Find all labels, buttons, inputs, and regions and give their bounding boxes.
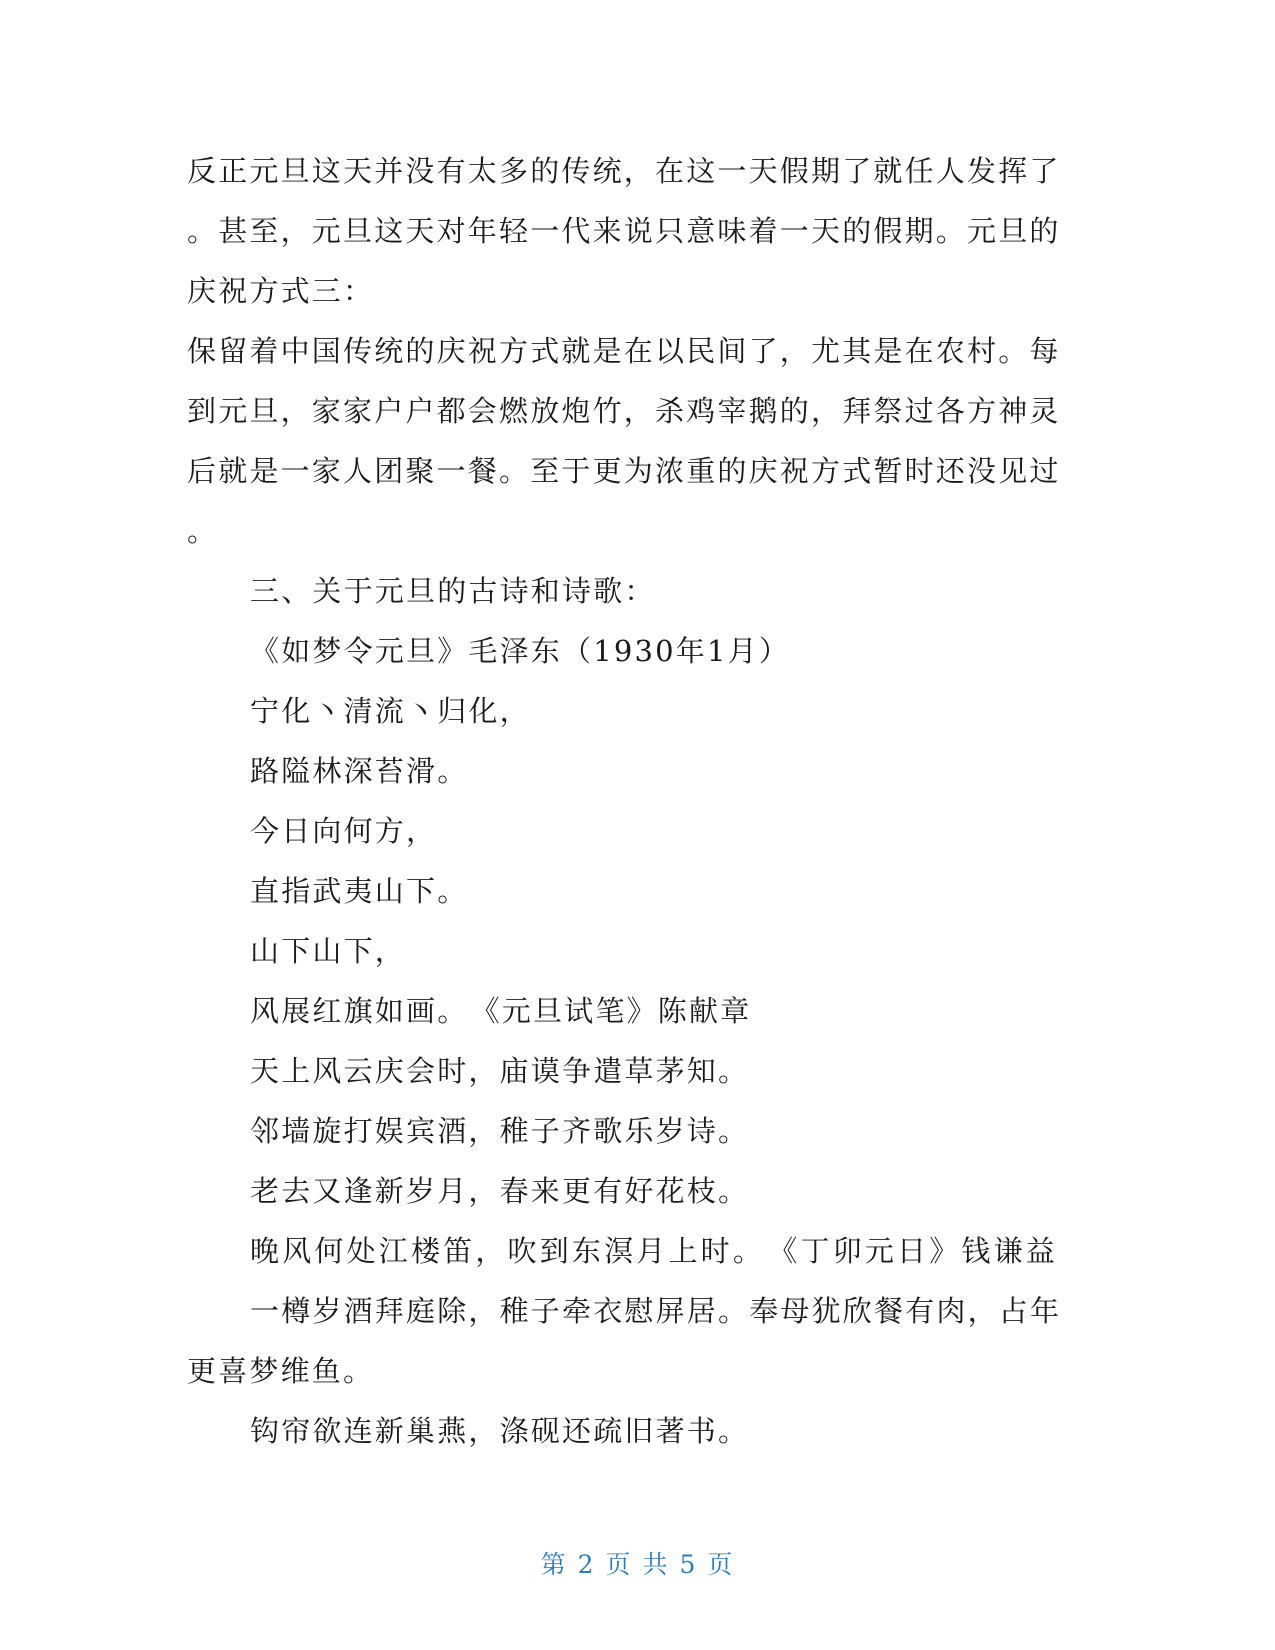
poem-line: 天上风云庆会时，庙谟争遣草茅知。: [250, 1054, 750, 1088]
poem-line: 晚风何处江楼笛，吹到东溟月上时。 《丁卯元日》钱谦益: [250, 1234, 1057, 1268]
footer-prefix: 第: [540, 1550, 568, 1579]
section-heading: 三、关于元旦的古诗和诗歌：: [250, 574, 656, 608]
poem-line: 钩帘欲连新巢燕，涤砚还疏旧著书。: [250, 1414, 750, 1448]
total-page-number: 5: [679, 1550, 698, 1579]
poem-line: 路隘林深苔滑。: [250, 754, 469, 788]
paragraph-line: 到元旦，家家户户都会燃放炮竹，杀鸡宰鹅的，拜祭过各方神灵: [187, 394, 1061, 428]
poem-title: 《如梦令元旦》毛泽东（1930年1月）: [250, 634, 791, 668]
poem-line: 一樽岁酒拜庭除，稚子牵衣慰屏居。奉母犹欣餐有肉，占年: [250, 1294, 1062, 1328]
poem-line: 老去又逢新岁月，春来更有好花枝。: [250, 1174, 750, 1208]
poem-line: 邻墙旋打娱宾酒，稚子齐歌乐岁诗。: [250, 1114, 750, 1148]
footer-middle: 页 共: [605, 1550, 670, 1579]
poem-line: 风展红旗如画。 《元旦试笔》陈献章: [250, 994, 752, 1028]
poem-line: 今日向何方，: [250, 814, 438, 848]
paragraph-line: 后就是一家人团聚一餐。至于更为浓重的庆祝方式暂时还没见过: [187, 454, 1061, 488]
paragraph-line: 反正元旦这天并没有太多的传统，在这一天假期了就任人发挥了: [187, 154, 1061, 188]
paragraph-line: 。: [187, 514, 219, 548]
footer-suffix: 页: [707, 1550, 735, 1579]
page-footer: [0, 1545, 1275, 1581]
poem-line: 山下山下，: [250, 934, 407, 968]
paragraph-line: 庆祝方式三：: [187, 274, 375, 308]
paragraph-line: 。甚至，元旦这天对年轻一代来说只意味着一天的假期。元旦的: [187, 214, 1061, 248]
current-page-number: 2: [577, 1550, 596, 1579]
poem-line: 直指武夷山下。: [250, 874, 469, 908]
poem-line: 宁化丶清流丶归化，: [250, 694, 531, 728]
paragraph-line: 保留着中国传统的庆祝方式就是在以民间了，尤其是在农村。每: [187, 334, 1061, 368]
document-body: [187, 141, 1062, 1461]
poem-line: 更喜梦维鱼。: [187, 1354, 375, 1388]
